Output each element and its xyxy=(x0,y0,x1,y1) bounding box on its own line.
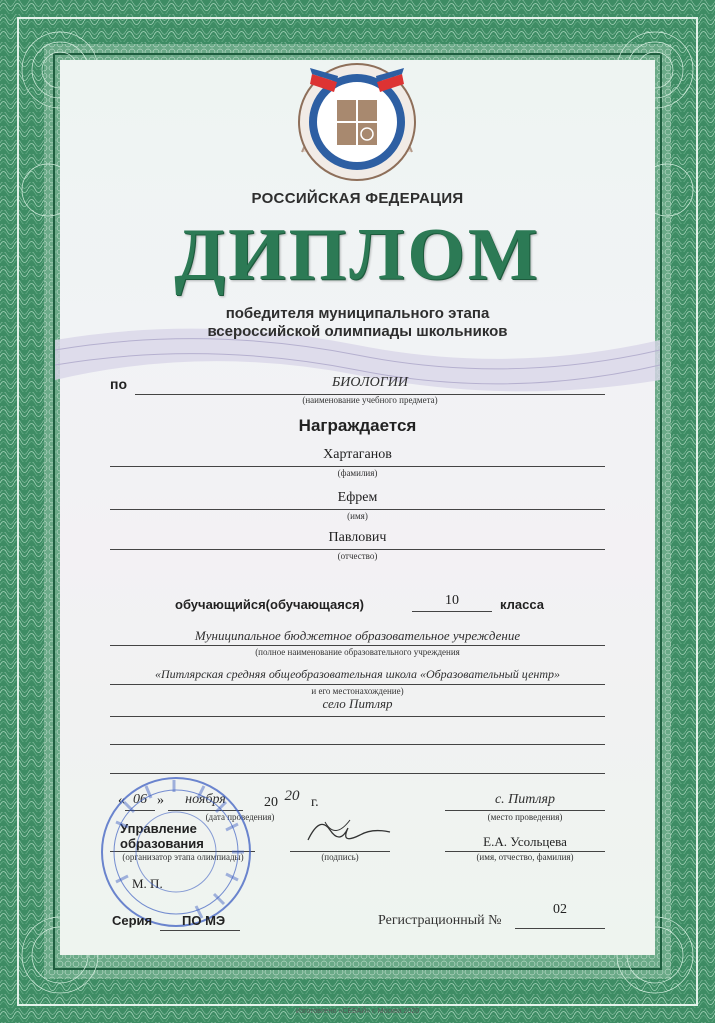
patronymic-value: Павлович xyxy=(328,530,387,545)
diploma-title: ДИПЛОМ xyxy=(174,214,541,296)
grade-line xyxy=(412,611,492,612)
blank-line-1 xyxy=(110,716,605,717)
signature-mark xyxy=(300,810,400,850)
surname-caption: (фамилия) xyxy=(337,468,378,478)
series-line xyxy=(160,930,240,931)
subtitle-line-1: победителя муниципального этапа xyxy=(225,305,490,322)
date-close-quote: » xyxy=(157,793,164,808)
official-name: Е.А. Усольцева xyxy=(483,834,567,849)
patronymic-caption: (отчество) xyxy=(337,551,378,561)
place-line xyxy=(445,810,605,811)
subject-value: БИОЛОГИИ xyxy=(332,375,408,390)
grade-value: 10 xyxy=(445,593,459,608)
registration-line xyxy=(515,928,605,929)
awarded-heading: Награждается xyxy=(298,416,417,435)
country-title: РОССИЙСКАЯ ФЕДЕРАЦИЯ xyxy=(251,190,464,207)
official-seal xyxy=(96,772,256,932)
surname-value: Хартаганов xyxy=(323,447,392,462)
surname-line xyxy=(110,466,605,467)
date-caption: (дата проведения) xyxy=(205,812,275,822)
stamp-place-label: М. П. xyxy=(132,876,163,891)
organizer-line-2: образования xyxy=(120,836,204,851)
organizer-caption: (организатор этапа олимпиады) xyxy=(122,852,244,862)
organizer-line-1: Управление xyxy=(120,821,197,836)
subject-prefix: по xyxy=(110,376,128,392)
school-line-2-rule xyxy=(110,684,605,685)
registration-label: Регистрационный № xyxy=(378,913,502,928)
date-year-prefix: 20 xyxy=(264,795,278,810)
place-caption: (место проведения) xyxy=(487,812,563,822)
printer-footer: Изготовлено «СЕБАЙ» г. Москва 2020 xyxy=(295,1008,420,1015)
school-caption-1: (полное наименование образовательного учреждения xyxy=(255,647,460,657)
signature-caption: (подпись) xyxy=(321,852,359,862)
olympiad-emblem xyxy=(282,42,432,192)
grade-prefix: обучающийся(обучающаяся) xyxy=(175,597,365,612)
name-caption: (имя) xyxy=(347,511,368,521)
official-caption: (имя, отчество, фамилия) xyxy=(476,852,574,862)
date-month: ноября xyxy=(185,792,226,807)
school-caption-2: и его местонахождение) xyxy=(311,686,404,696)
grade-suffix: класса xyxy=(500,597,545,612)
date-year-mark: г. xyxy=(311,795,319,810)
school-line-1-rule xyxy=(110,645,605,646)
school-line-3: село Питляр xyxy=(322,696,393,711)
name-value: Ефрем xyxy=(337,490,378,505)
school-line-1: Муниципальное бюджетное образовательное учреждение xyxy=(194,628,521,643)
series-label: Серия xyxy=(112,913,153,928)
name-line xyxy=(110,509,605,510)
subject-caption: (наименование учебного предмета) xyxy=(302,395,438,405)
date-year-suffix: 20 xyxy=(284,788,300,804)
blank-line-2 xyxy=(110,744,605,745)
series-value: ПО МЭ xyxy=(182,913,226,928)
subtitle-line-2: всероссийской олимпиады школьников xyxy=(207,323,508,340)
school-line-2: «Питлярская средняя общеобразовательная школа «Образовательный центр» xyxy=(154,667,561,681)
place-value: с. Питляр xyxy=(494,792,556,807)
date-day: 06 xyxy=(133,792,147,807)
date-open-quote: « xyxy=(118,793,125,808)
registration-value: 02 xyxy=(553,902,567,917)
patronymic-line xyxy=(110,549,605,550)
